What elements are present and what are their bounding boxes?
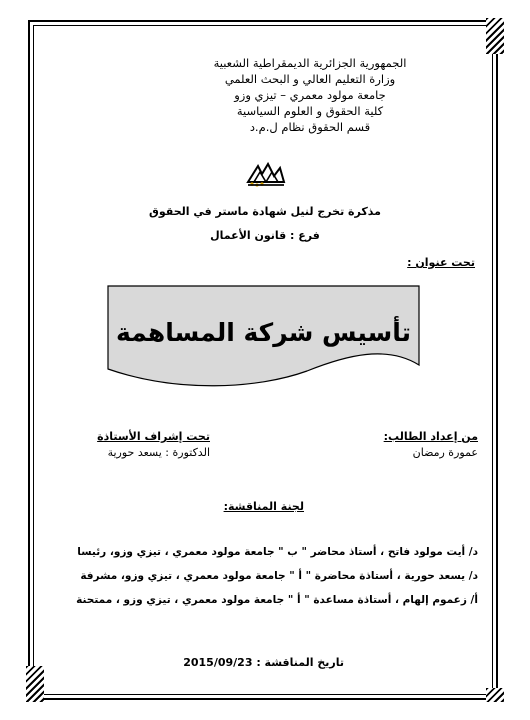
committee-label: لجنة المناقشة:: [223, 500, 304, 513]
supervisor-label: تحت إشراف الأستاذة: [97, 430, 210, 443]
memo-degree: مذكرة تخرج لنيل شهادة ماستر في الحقوق: [149, 205, 381, 218]
header-ministry: وزارة التعليم العالي و البحث العلمي: [224, 72, 396, 86]
header-faculty: كلية الحقوق و العلوم السياسية: [236, 104, 384, 118]
corner-decoration: [486, 18, 504, 54]
header-department: قسم الحقوق نظام ل.م.د: [249, 120, 371, 134]
student-label: من إعداد الطالب:: [383, 430, 478, 443]
university-logo-icon: [244, 160, 288, 188]
defense-date: تاريخ المناقشة : 2015/09/23: [183, 656, 344, 669]
corner-decoration: [486, 688, 504, 702]
supervisor-name: الدكتورة : يسعد حورية: [107, 446, 210, 459]
student-name: عمورة رمضان: [412, 446, 478, 459]
title-label: تحت عنوان :: [407, 256, 475, 269]
thesis-title: تأسيس شركة المساهمة: [116, 318, 411, 347]
memo-branch: فرع : قانون الأعمال: [210, 229, 320, 242]
header-university: جامعة مولود معمري – تيزي وزو: [234, 88, 386, 102]
corner-decoration: [26, 666, 44, 702]
committee-member: د/ يسعد حورية ، أستاذة محاضرة " أ " جامعة مولود معمري ، تيزي وزو، مشرفة: [80, 570, 478, 582]
committee-member: أ/ زعموم إلهام ، أستاذة مساعدة " أ " جامعة مولود معمري ، تيزي وزو ، ممتحنة: [76, 594, 478, 606]
header-republic: الجمهورية الجزائرية الديمقراطية الشعبية: [213, 56, 407, 70]
committee-member: د/ أيت مولود فاتح ، أستاذ محاضر " ب " جامعة مولود معمري ، تيزي وزو، رئيسا: [77, 546, 478, 558]
